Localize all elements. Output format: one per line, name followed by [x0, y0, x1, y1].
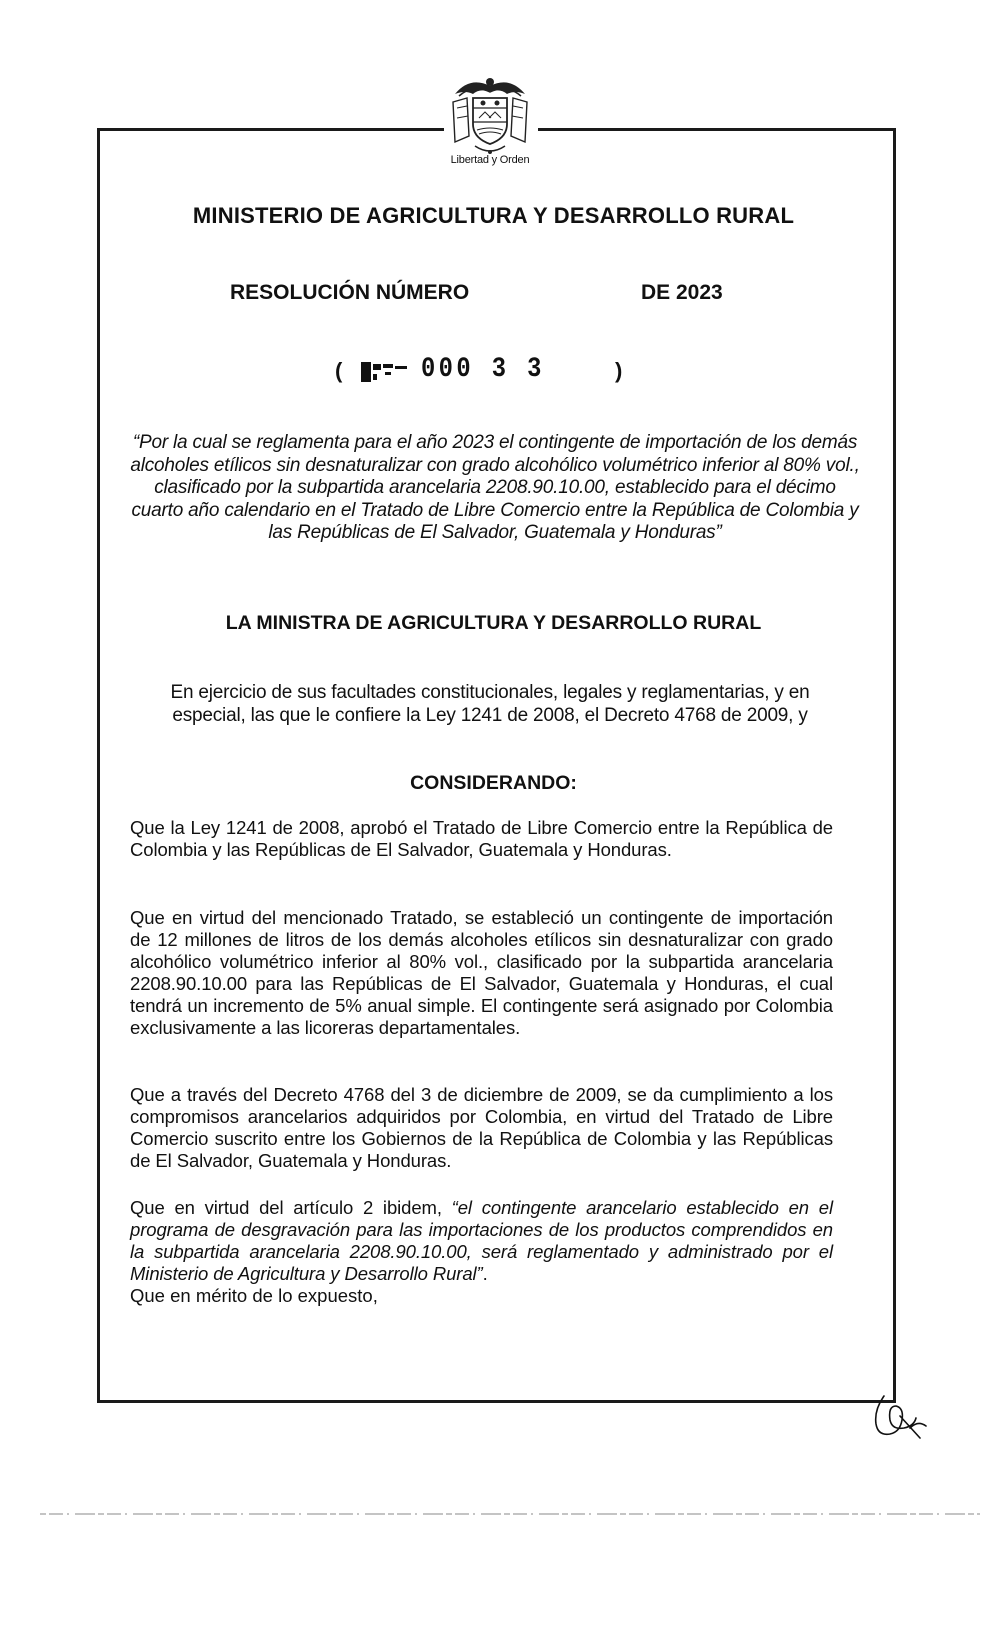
considerando-paragraph-4: [130, 1197, 833, 1285]
paragraph-4-quote: “el contingente arancelario establecido en el programa de desgravación para las importaciones de los productos comprendidos en la subpartida arancelaria 2208.90.10.00, será reglamentado y administrado por el Ministerio de Agricultura y Desarrollo Rural”: [130, 1197, 833, 1284]
motto-text: Libertad y Orden: [450, 154, 530, 166]
stamp-mark-icon: [359, 360, 415, 384]
paragraph-4-lead: Que en virtud del artículo 2 ibidem,: [130, 1197, 452, 1218]
paren-close: ): [615, 358, 623, 383]
scan-artifact-line: [40, 1512, 980, 1516]
considerando-heading: CONSIDERANDO:: [410, 772, 577, 794]
resolution-year: DE 2023: [641, 281, 723, 304]
resolution-number-row: [335, 354, 635, 398]
intro-paragraph: En ejercicio de sus facultades constitucionales, legales y reglamentarias, y en especial, las que le confiere la Ley 1241 de 2008, el Decreto 4768 de 2009, y: [170, 682, 810, 726]
handwritten-initials-icon: [870, 1390, 930, 1450]
closing-line: Que en mérito de lo expuesto,: [130, 1285, 378, 1306]
considerando-paragraph-2: Que en virtud del mencionado Tratado, se estableció un contingente de importación de 12 millones de litros de los demás alcoholes etílicos sin desnaturalizar con grado alcohólico volumétrico inferior al 80% vol., clasificado por la subpartida arancelaria 2208.90.10.00 para las Repúblicas de El Salvador, Guatemala y Honduras, el cual tendrá un incremento de 5% anual simple. El contingente será asignado por Colombia exclusivamente a las licoreras departamentales.: [130, 907, 833, 1038]
considerando-paragraph-1: Que la Ley 1241 de 2008, aprobó el Tratado de Libre Comercio entre la República de Colombia y las Repúblicas de El Salvador, Guatemala y Honduras.: [130, 817, 833, 860]
paragraph-4-end: .: [482, 1263, 488, 1284]
resolution-number: 000 3 3: [421, 354, 545, 385]
minister-heading: LA MINISTRA DE AGRICULTURA Y DESARROLLO RURAL: [225, 612, 762, 634]
ministry-title: MINISTERIO DE AGRICULTURA Y DESARROLLO RURAL: [192, 203, 795, 228]
resolution-label: RESOLUCIÓN NÚMERO: [230, 281, 470, 304]
paren-open: (: [335, 358, 343, 383]
considerando-paragraph-3: Que a través del Decreto 4768 del 3 de diciembre de 2009, se da cumplimiento a los compromisos arancelarios adquiridos por Colombia, en virtud del Tratado de Libre Comercio suscrito entre los Gobiernos de la República de Colombia y las Repúblicas de El Salvador, Guatemala y Honduras.: [130, 1084, 833, 1171]
coat-of-arms-icon: [445, 72, 535, 162]
resolution-subtitle: “Por la cual se reglamenta para el año 2023 el contingente de importación de los demás alcoholes etílicos sin desnaturalizar con grado alcohólico volumétrico inferior al 80% vol., clasificado por la subpartida arancelaria 2208.90.10.00, establecido para el décimo cuarto año calendario en el Tratado de Libre Comercio entre la República de Colombia y las Repúblicas de El Salvador, Guatemala y Honduras”: [130, 432, 860, 543]
